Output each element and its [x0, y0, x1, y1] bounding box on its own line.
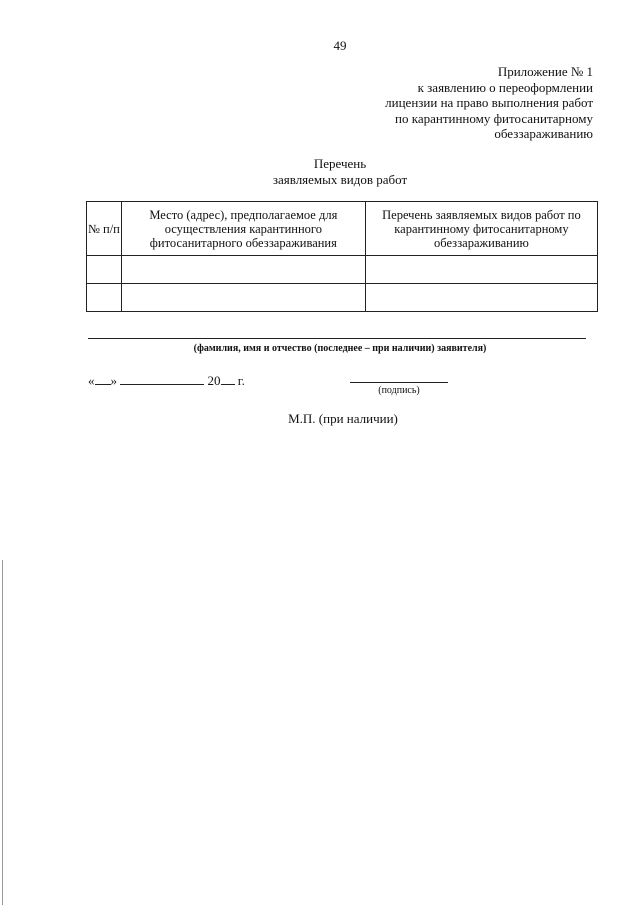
- year-prefix: 20: [207, 373, 221, 388]
- stamp-label: М.П. (при наличии): [288, 411, 398, 426]
- title-line-2: заявляемых видов работ: [272, 172, 408, 187]
- cell-place[interactable]: [121, 256, 365, 284]
- scan-margin-line: [2, 560, 3, 905]
- appendix-line-2: к заявлению о переоформлении: [417, 79, 593, 95]
- date-field: [88, 372, 245, 389]
- signature-line[interactable]: [350, 382, 448, 383]
- header-number: № п/п: [87, 202, 122, 256]
- appendix-line-1: Приложение № 1: [497, 64, 593, 79]
- month-blank[interactable]: [120, 372, 204, 385]
- applicant-name-line[interactable]: [88, 338, 586, 339]
- year-suffix: г.: [237, 373, 245, 388]
- table-row: [87, 284, 598, 312]
- cell-works[interactable]: [365, 256, 597, 284]
- table-header-row: [87, 202, 598, 256]
- cell-place[interactable]: [121, 284, 365, 312]
- date-open-quote: «: [88, 373, 95, 388]
- title-line-1: Перечень: [313, 156, 367, 171]
- appendix-line-5: обеззараживанию: [494, 126, 593, 141]
- date-close-quote: »: [110, 373, 117, 388]
- appendix-line-4: по карантинному фитосанитарному: [395, 110, 593, 126]
- day-blank[interactable]: [95, 372, 111, 385]
- page-number: 49: [333, 38, 347, 53]
- signature-caption: (подпись): [378, 385, 420, 396]
- document-title: [0, 156, 640, 188]
- header-works: Перечень заявляемых видов работ по карантинному фитосанитарному обеззараживанию: [365, 202, 597, 256]
- header-place: Место (адрес), предполагаемое для осуществления карантинного фитосанитарного обеззараживания: [121, 202, 365, 256]
- cell-number[interactable]: [87, 284, 122, 312]
- appendix-line-3: лицензии на право выполнения работ: [385, 95, 593, 110]
- appendix-header: [333, 64, 593, 142]
- table-row: [87, 256, 598, 284]
- cell-number[interactable]: [87, 256, 122, 284]
- works-table: [86, 201, 598, 312]
- applicant-name-caption: (фамилия, имя и отчество (последнее – при наличии) заявителя): [193, 343, 487, 354]
- year-blank[interactable]: [221, 372, 235, 385]
- cell-works[interactable]: [365, 284, 597, 312]
